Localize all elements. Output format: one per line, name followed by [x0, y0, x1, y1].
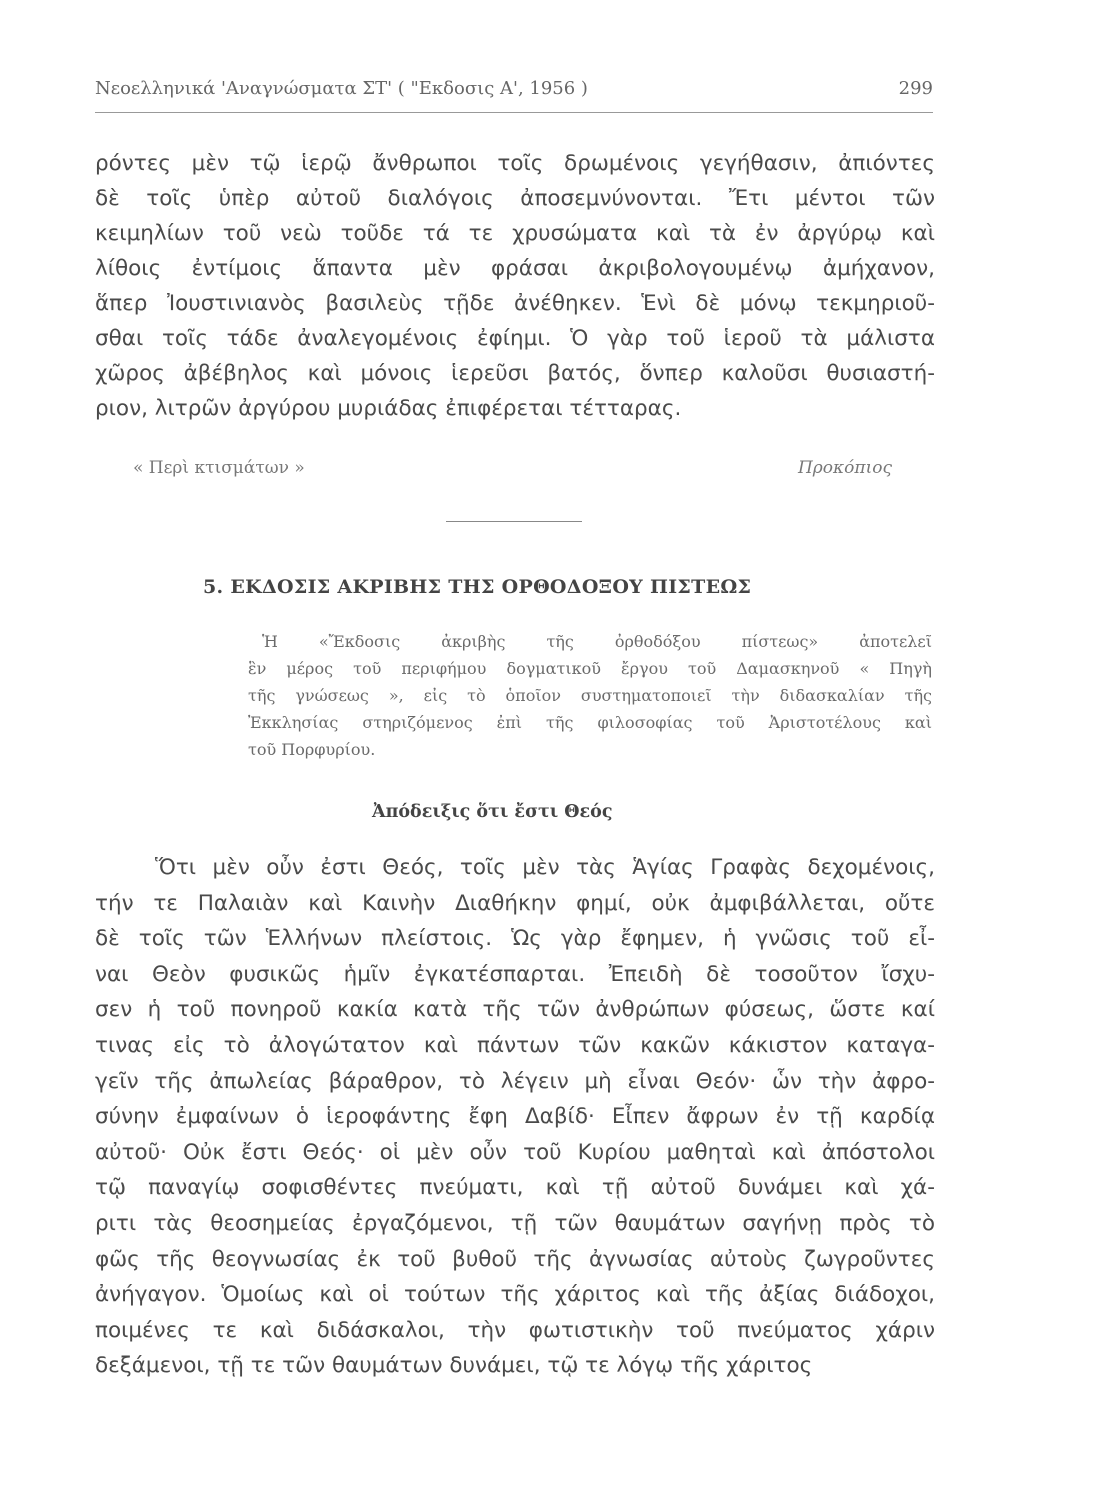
text-line: τῆς γνώσεως », εἰς τὸ ὁποῖον συστηματοποιεῖ τὴν διδασκαλίαν τῆς: [248, 686, 932, 705]
text-line: σεν ἡ τοῦ πονηροῦ κακία κατὰ τῆς τῶν ἀνθρώπων φύσεως, ὥστε καί: [95, 997, 935, 1023]
header-title: Νεοελληνικά 'Αναγνώσματα ΣΤ' ( "Εκδοσις Α', 1956 ): [95, 78, 588, 99]
text-line: Ἐκκλησίας στηριζόμενος ἐπὶ τῆς φιλοσοφίας τοῦ Ἀριστοτέλους καὶ: [248, 713, 932, 732]
section-divider: [446, 521, 582, 522]
text-line: ριον, λιτρῶν ἀργύρου μυριάδας ἐπιφέρεται τέτταρας.: [95, 396, 682, 421]
page-number: 299: [898, 78, 933, 99]
text-line: ρόντες μὲν τῷ ἱερῷ ἄνθρωποι τοῖς δρωμένοις γεγήθασιν, ἀπιόντες: [95, 151, 935, 176]
source-title: « Περὶ κτισμάτων »: [133, 458, 305, 478]
source-author: Προκόπιος: [797, 458, 892, 478]
main-text: [95, 850, 935, 1384]
text-line: ἅπερ Ἰουστινιανὸς βασιλεὺς τῇδε ἀνέθηκεν. Ἑνὶ δὲ μόνῳ τεκμηριοῦ-: [95, 291, 935, 316]
text-line: ἀνήγαγον. Ὁμοίως καὶ οἱ τούτων τῆς χάριτος καὶ τῆς ἀξίας διάδοχοι,: [95, 1282, 935, 1308]
text-line: σθαι τοῖς τάδε ἀναλεγομένοις ἐφίημι. Ὁ γὰρ τοῦ ἱεροῦ τὰ μάλιστα: [95, 326, 935, 351]
text-line: Ἡ «Ἔκδοσις ἀκριβὴς τῆς ὀρθοδόξου πίστεως» ἀποτελεῖ: [262, 632, 932, 651]
text-line: ριτι τὰς θεοσημείας ἐργαζόμενοι, τῇ τῶν θαυμάτων σαγήνῃ πρὸς τὸ: [95, 1210, 935, 1236]
text-line: γεῖν τῆς ἀπωλείας βάραθρον, τὸ λέγειν μὴ εἶναι Θεόν· ὧν τὴν ἀφρο-: [95, 1068, 935, 1094]
text-line: ἓν μέρος τοῦ περιφήμου δογματικοῦ ἔργου τοῦ Δαμασκηνοῦ « Πηγὴ: [248, 659, 932, 678]
running-header: [95, 78, 933, 108]
text-line: χῶρος ἀβέβηλος καὶ μόνοις ἱερεῦσι βατός, ὅνπερ καλοῦσι θυσιαστή-: [95, 361, 935, 386]
text-line: κειμηλίων τοῦ νεὼ τοῦδε τά τε χρυσώματα καὶ τὰ ἐν ἀργύρῳ καὶ: [95, 221, 935, 246]
text-line: ναι Θεὸν φυσικῶς ἡμῖν ἐγκατέσπαρται. Ἐπειδὴ δὲ τοσοῦτον ἴσχυ-: [95, 961, 935, 987]
header-rule: [95, 112, 933, 113]
procopius-passage: [95, 146, 935, 426]
section-intro: [248, 628, 932, 763]
subheading: Ἀπόδειξις ὅτι ἔστι Θεός: [372, 802, 613, 822]
text-line: δὲ τοῖς ὑπὲρ αὐτοῦ διαλόγοις ἀποσεμνύνονται. Ἔτι μέντοι τῶν: [95, 186, 935, 211]
text-line: ποιμένες τε καὶ διδάσκαλοι, τὴν φωτιστικὴν τοῦ πνεύματος χάριν: [95, 1317, 935, 1343]
text-line: σύνην ἐμφαίνων ὁ ἱεροφάντης ἔφη Δαβίδ· Εἶπεν ἄφρων ἐν τῇ καρδίᾳ: [95, 1104, 935, 1130]
text-line: τοῦ Πορφυρίου.: [248, 740, 376, 759]
text-line: δὲ τοῖς τῶν Ἑλλήνων πλείστοις. Ὡς γὰρ ἔφημεν, ἡ γνῶσις τοῦ εἶ-: [95, 926, 935, 952]
text-line: τήν τε Παλαιὰν καὶ Καινὴν Διαθήκην φημί, οὐκ ἀμφιβάλλεται, οὔτε: [95, 890, 935, 916]
text-line: τῷ παναγίῳ σοφισθέντες πνεύματι, καὶ τῇ αὐτοῦ δυνάμει καὶ χά-: [95, 1175, 935, 1201]
text-line: αὐτοῦ· Οὐκ ἔστι Θεός· οἱ μὲν οὖν τοῦ Κυρίου μαθηταὶ καὶ ἀπόστολοι: [95, 1139, 935, 1165]
text-line: τινας εἰς τὸ ἀλογώτατον καὶ πάντων τῶν κακῶν κάκιστον καταγα-: [95, 1032, 935, 1058]
text-line: Ὅτι μὲν οὖν ἐστι Θεός, τοῖς μὲν τὰς Ἁγίας Γραφὰς δεχομένοις,: [155, 855, 935, 880]
text-line: φῶς τῆς θεογνωσίας ἐκ τοῦ βυθοῦ τῆς ἀγνωσίας αὐτοὺς ζωγροῦντες: [95, 1246, 935, 1272]
section-heading: 5. ΕΚΔΟΣΙΣ ΑΚΡΙΒΗΣ ΤΗΣ ΟΡΘΟΔΟΞΟΥ ΠΙΣΤΕΩΣ: [203, 576, 752, 598]
text-line: δεξάμενοι, τῇ τε τῶν θαυμάτων δυνάμει, τῷ τε λόγῳ τῆς χάριτος: [95, 1353, 813, 1379]
text-line: λίθοις ἐντίμοις ἅπαντα μὲν φράσαι ἀκριβολογουμένῳ ἀμήχανον,: [95, 256, 935, 281]
